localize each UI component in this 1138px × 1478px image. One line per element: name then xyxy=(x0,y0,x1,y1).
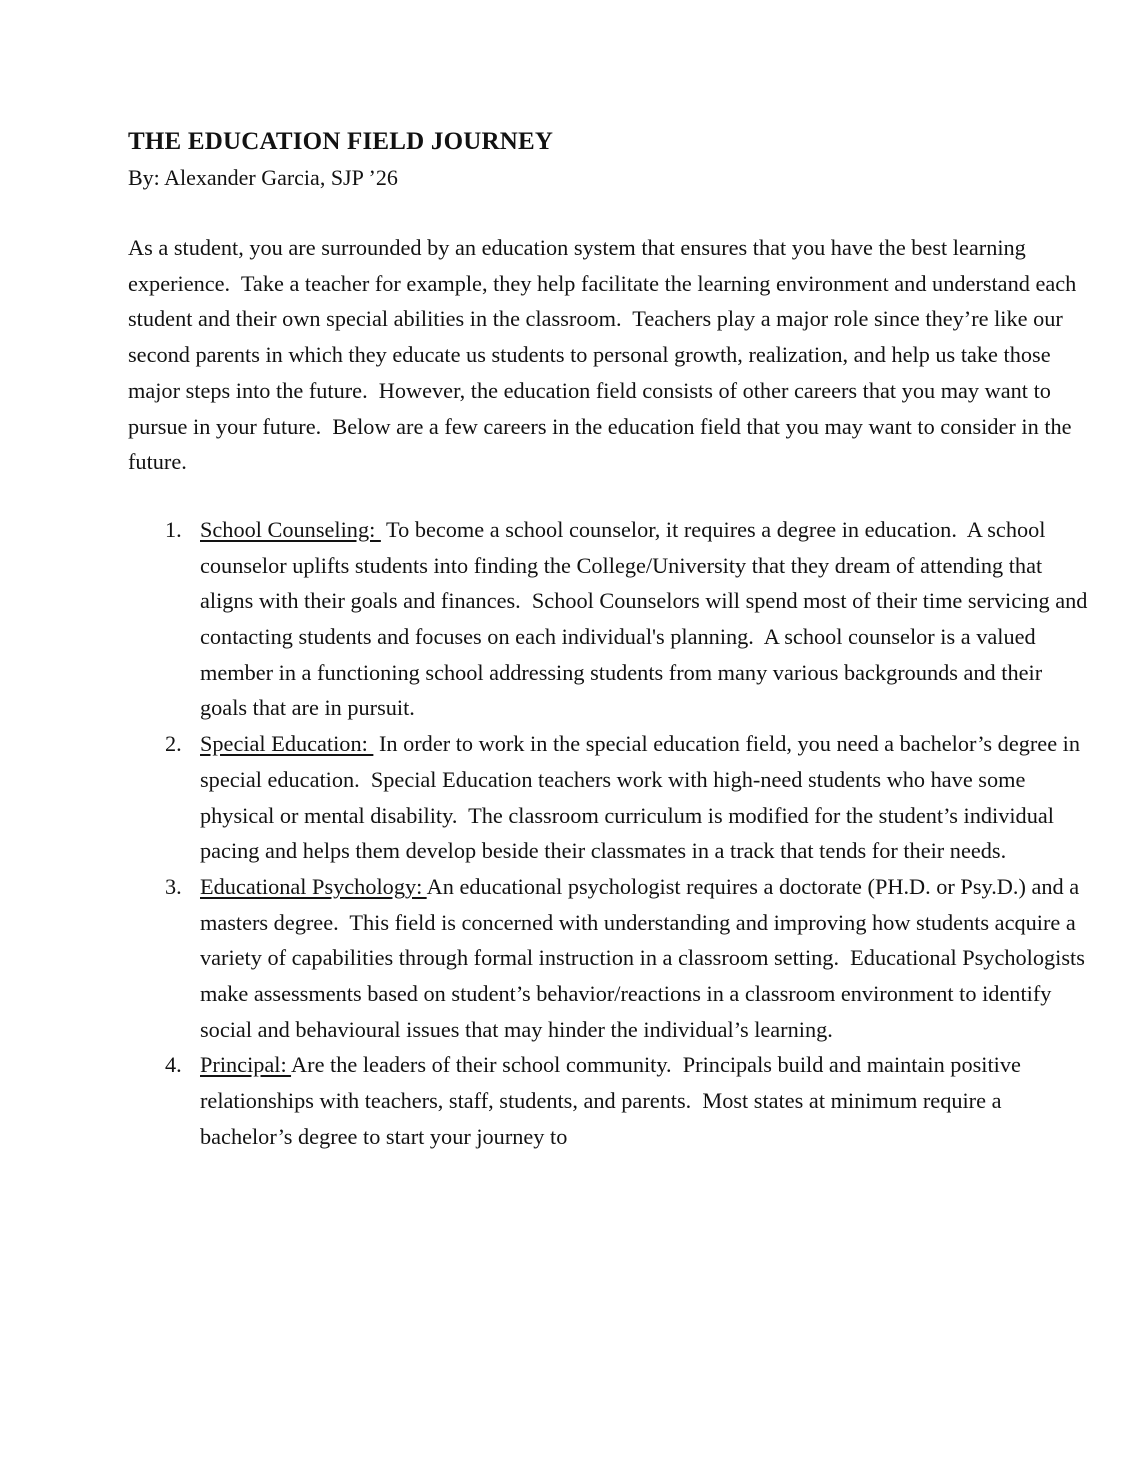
list-item-special-education xyxy=(128,726,1093,869)
item-description: An educational psychologist requires a doctorate (PH.D. or Psy.D.) and a masters degree. This field is concerned with understanding and improving how students acquire a variety of capabilities through formal instruction in a classroom setting. Educational Psychologists make assessments based on student’s behavior/reactions in a classroom environment to identify social and behavioural issues that may hinder the individual’s learning. xyxy=(200,873,1091,1042)
item-term: Educational Psychology: xyxy=(200,873,427,899)
item-term: Principal: xyxy=(200,1052,292,1078)
item-description: Are the leaders of their school community. Principals build and maintain positive relationships with teachers, staff, students, and parents. Most states at minimum require a bachelor’s degree to start your journey to xyxy=(200,1052,1027,1149)
document-title: THE EDUCATION FIELD JOURNEY xyxy=(128,128,554,155)
item-description: In order to work in the special education field, you need a bachelor’s degree in special education. Special Education teachers work with high-need students who have some physical or mental disability. The classroom curriculum is modified for the student’s individual pacing and helps them develop beside their classmates in a track that tends for their needs. xyxy=(200,731,1086,864)
item-term: Special Education: xyxy=(200,731,374,757)
item-number: 1. xyxy=(165,516,182,542)
list-item-school-counseling xyxy=(128,512,1093,726)
document-byline: By: Alexander Garcia, SJP ’26 xyxy=(128,165,398,190)
item-term: School Counseling: xyxy=(200,516,381,542)
item-text xyxy=(200,869,1093,1048)
item-number: 4. xyxy=(165,1052,182,1078)
item-text xyxy=(200,512,1093,726)
list-item-educational-psychology xyxy=(128,869,1093,1048)
item-number: 3. xyxy=(165,873,182,899)
item-description: To become a school counselor, it requires a degree in education. A school counselor uplifts students into finding the College/University that they dream of attending that aligns with their goals and finances. School Counselors will spend most of their time servicing and contacting students and focuses on each individual's planning. A school counselor is a valued member in a functioning school addressing students from many various backgrounds and their goals that are in pursuit. xyxy=(200,516,1093,721)
item-number: 2. xyxy=(165,731,182,757)
list-item-principal xyxy=(128,1047,1093,1154)
item-text xyxy=(200,1047,1093,1154)
item-text xyxy=(200,726,1093,869)
careers-list xyxy=(128,512,1093,1155)
intro-paragraph: As a student, you are surrounded by an education system that ensures that you have the best learning experience. Take a teacher for example, they help facilitate the learning environment and understand each student and their own special abilities in the classroom. Teachers play a major role since they’re like our second parents in which they educate us students to personal growth, realization, and help us take those major steps into the future. However, the education field consists of other careers that you may want to pursue in your future. Below are a few careers in the education field that you may want to consider in the future. xyxy=(128,235,1082,475)
